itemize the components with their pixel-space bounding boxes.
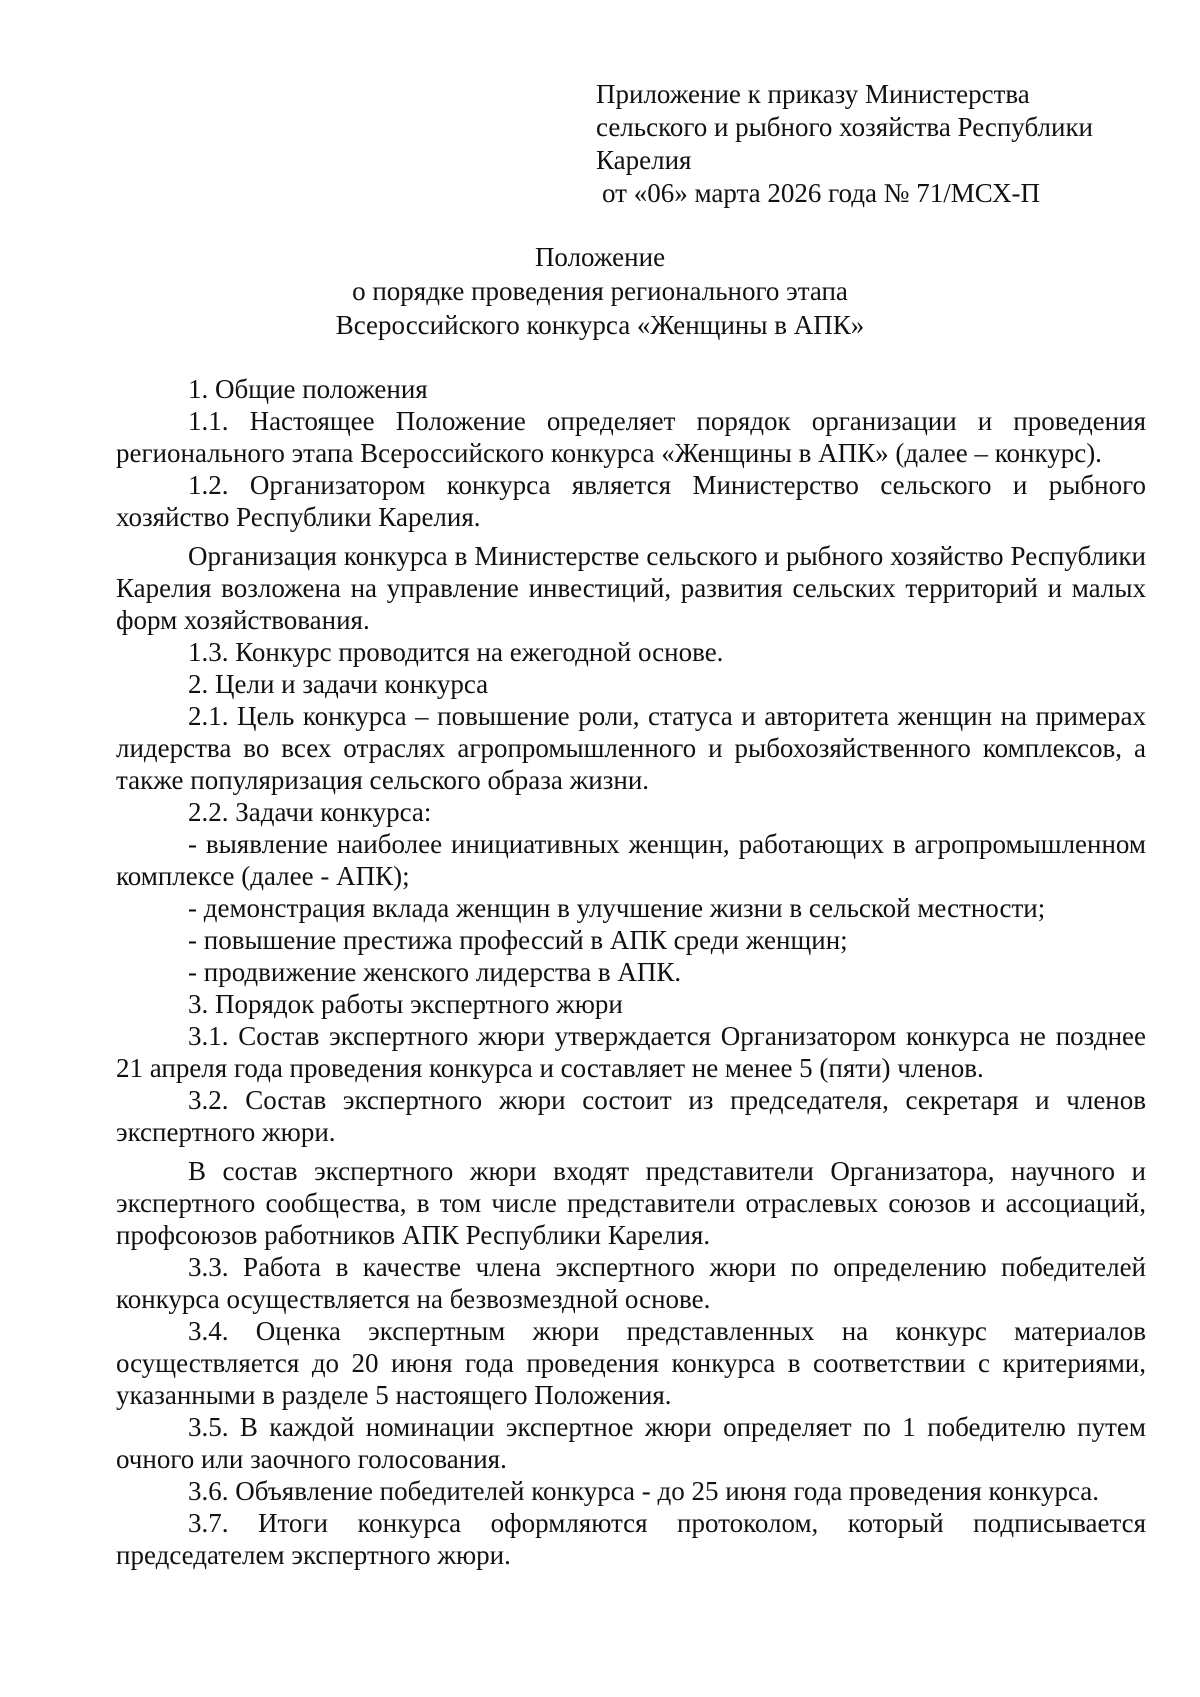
order-date-line: от «06» марта 2026 года № 71/МСХ-П: [602, 178, 1040, 208]
paragraph: 3.7. Итоги конкурса оформляются протоколом, который подписывается председателем экспертного жюри.: [116, 1508, 1146, 1570]
paragraph: 1.1. Настоящее Положение определяет порядок организации и проведения регионального этапа Всероссийского конкурса «Женщины в АПК» (далее – конкурс).: [116, 406, 1146, 468]
paragraph: 1.2. Организатором конкурса является Министерство сельского и рыбного хозяйство Республики Карелия.: [116, 470, 1146, 532]
paragraph: Организация конкурса в Министерстве сельского и рыбного хозяйство Республики Карелия возложена на управление инвестиций, развития сельских территорий и малых форм хозяйствования.: [116, 541, 1146, 635]
paragraph: В состав экспертного жюри входят представители Организатора, научного и экспертного сообщества, в том числе представители отраслевых союзов и ассоциаций, профсоюзов работников АПК Республики Карелия.: [116, 1156, 1146, 1250]
document-body: [116, 373, 1146, 1571]
header-line: Приложение к приказу Министерства: [596, 79, 1030, 109]
list-item: - продвижение женского лидерства в АПК.: [188, 957, 682, 987]
paragraph: 3.6. Объявление победителей конкурса - до 25 июня года проведения конкурса.: [188, 1476, 1099, 1506]
title-line: Положение: [534, 242, 666, 272]
document-title: [0, 240, 1200, 342]
list-item: - выявление наиболее инициативных женщин, работающих в агропромышленном комплексе (далее - АПК);: [116, 829, 1146, 891]
list-item: - повышение престижа профессий в АПК среди женщин;: [188, 925, 848, 955]
section-heading: 3. Порядок работы экспертного жюри: [188, 989, 623, 1019]
paragraph: 2.2. Задачи конкурса:: [188, 797, 432, 827]
paragraph: 2.1. Цель конкурса – повышение роли, статуса и авторитета женщин на примерах лидерства во всех отраслях агропромышленного и рыбохозяйственного комплексов, а также популяризация сельского образа жизни.: [116, 701, 1146, 795]
title-line: о порядке проведения регионального этапа: [352, 276, 848, 306]
header-line: сельского и рыбного хозяйства Республики: [596, 112, 1094, 142]
list-item: - демонстрация вклада женщин в улучшение жизни в сельской местности;: [188, 893, 1046, 923]
paragraph: 3.4. Оценка экспертным жюри представленных на конкурс материалов осуществляется до 20 июня года проведения конкурса в соответствии с критериями, указанными в разделе 5 настоящего Положения.: [116, 1316, 1146, 1410]
section-heading: 2. Цели и задачи конкурса: [188, 669, 489, 699]
paragraph: 3.2. Состав экспертного жюри состоит из председателя, секретаря и членов экспертного жюри.: [116, 1085, 1146, 1147]
paragraph: 3.3. Работа в качестве члена экспертного жюри по определению победителей конкурса осуществляется на безвозмездной основе.: [116, 1252, 1146, 1314]
title-line: Всероссийского конкурса «Женщины в АПК»: [335, 310, 865, 340]
paragraph: 1.3. Конкурс проводится на ежегодной основе.: [188, 637, 724, 667]
paragraph: 3.5. В каждой номинации экспертное жюри определяет по 1 победителю путем очного или заочного голосования.: [116, 1412, 1146, 1474]
appendix-header: [596, 78, 1116, 210]
section-heading: 1. Общие положения: [188, 374, 428, 404]
header-line: Карелия: [596, 145, 692, 175]
paragraph: 3.1. Состав экспертного жюри утверждается Организатором конкурса не позднее 21 апреля года проведения конкурса и составляет не менее 5 (пяти) членов.: [116, 1021, 1146, 1083]
